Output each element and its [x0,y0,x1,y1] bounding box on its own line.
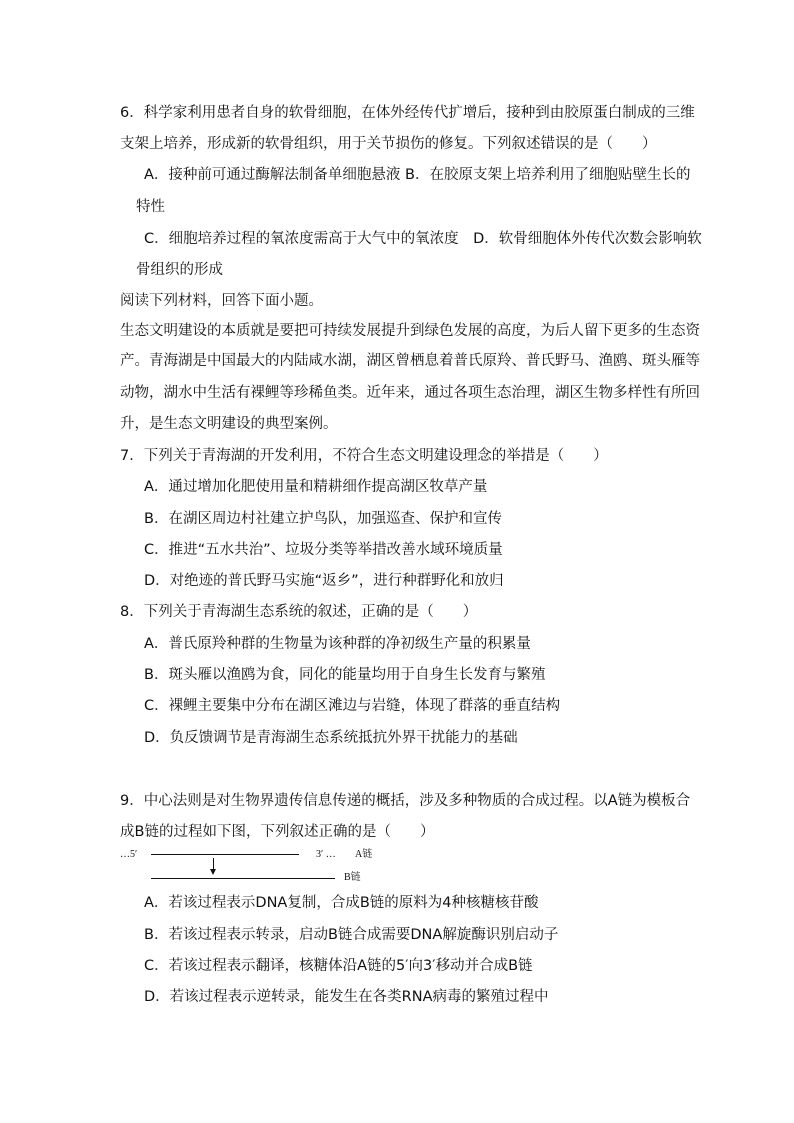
material-line-3: 动物，湖水中生活有裸鲤等珍稀鱼类。近年来，通过各项生态治理，湖区生物多样性有所回 [120,385,700,401]
strand-diagram [116,846,416,886]
q8-option-c: C．裸鲤主要集中分布在湖区滩边与岩缝，体现了群落的垂直结构 [144,698,561,714]
q8-option-b: B．斑头雁以渔鸥为食，同化的能量均用于自身生长发育与繁殖 [144,667,546,683]
q6-options-cd-line-2: 骨组织的形成 [136,262,223,278]
q9-option-c: C．若该过程表示翻译，核糖体沿A链的5′向3′移动并合成B链 [144,958,533,974]
q6-options-ab-line-1: A．接种前可通过酶解法制备单细胞悬液 B．在胶原支架上培养利用了细胞贴壁生长的 [144,167,691,183]
q8-option-a: A．普氏原羚种群的生物量为该种群的净初级生产量的积累量 [144,636,531,652]
q7-stem: 7．下列关于青海湖的开发利用，不符合生态文明建设理念的举措是（ ） [120,448,608,464]
q9-option-a: A．若该过程表示DNA复制，合成B链的原料为4种核糖核苷酸 [144,895,539,911]
q6-stem-line-1: 6．科学家利用患者自身的软骨细胞，在体外经传代扩增后，接种到由胶原蛋白制成的三维 [120,105,695,121]
q7-option-c: C．推进“五水共治”、垃圾分类等举措改善水域环境质量 [144,542,503,558]
q9-stem-line-1: 9．中心法则是对生物界遗传信息传递的概括，涉及多种物质的合成过程。以A链为模板合 [120,793,691,809]
q6-options-cd-line-1: C．细胞培养过程的氧浓度需高于大气中的氧浓度 D．软骨细胞体外传代次数会影响软 [144,231,702,247]
q6-stem-line-2: 支架上培养，形成新的软骨组织，用于关节损伤的修复。下列叙述错误的是（ ） [120,136,657,152]
q6-options-ab-line-2: 特性 [136,199,165,215]
strand-3-prime-label: 3′ … [316,849,336,860]
q8-stem: 8．下列关于青海湖生态系统的叙述，正确的是（ ） [120,604,478,620]
q7-option-d: D．对绝迹的普氏野马实施“返乡”，进行种群野化和放归 [144,573,504,589]
reading-instruction: 阅读下列材料，回答下面小题。 [120,293,323,309]
material-line-1: 生态文明建设的本质就是要把可持续发展提升到绿色发展的高度，为后人留下更多的生态资 [120,323,700,339]
q7-option-b: B．在湖区周边村社建立护鸟队，加强巡查、保护和宣传 [144,511,502,527]
material-line-2: 产。青海湖是中国最大的内陆咸水湖，湖区曾栖息着普氏原羚、普氏野马、渔鸥、斑头雁等 [120,353,700,369]
q9-stem-line-2: 成B链的过程如下图，下列叙述正确的是（ ） [120,824,435,840]
template-chain-a-line [151,854,299,855]
synthesis-arrow-icon [210,869,216,875]
q9-option-b: B．若该过程表示转录，启动B链合成需要DNA解旋酶识别启动子 [144,927,559,943]
q7-option-a: A．通过增加化肥使用量和精耕细作提高湖区牧草产量 [144,479,488,495]
chain-b-label: B链 [344,872,361,883]
chain-a-label: A链 [355,849,373,860]
strand-5-prime-label: …5′ [120,849,138,860]
q8-option-d: D．负反馈调节是青海湖生态系统抵抗外界干扰能力的基础 [144,730,518,746]
new-chain-b-line [151,878,335,879]
material-line-4: 升，是生态文明建设的典型案例。 [120,416,338,432]
q9-option-d: D．若该过程表示逆转录，能发生在各类RNA病毒的繁殖过程中 [144,989,549,1005]
